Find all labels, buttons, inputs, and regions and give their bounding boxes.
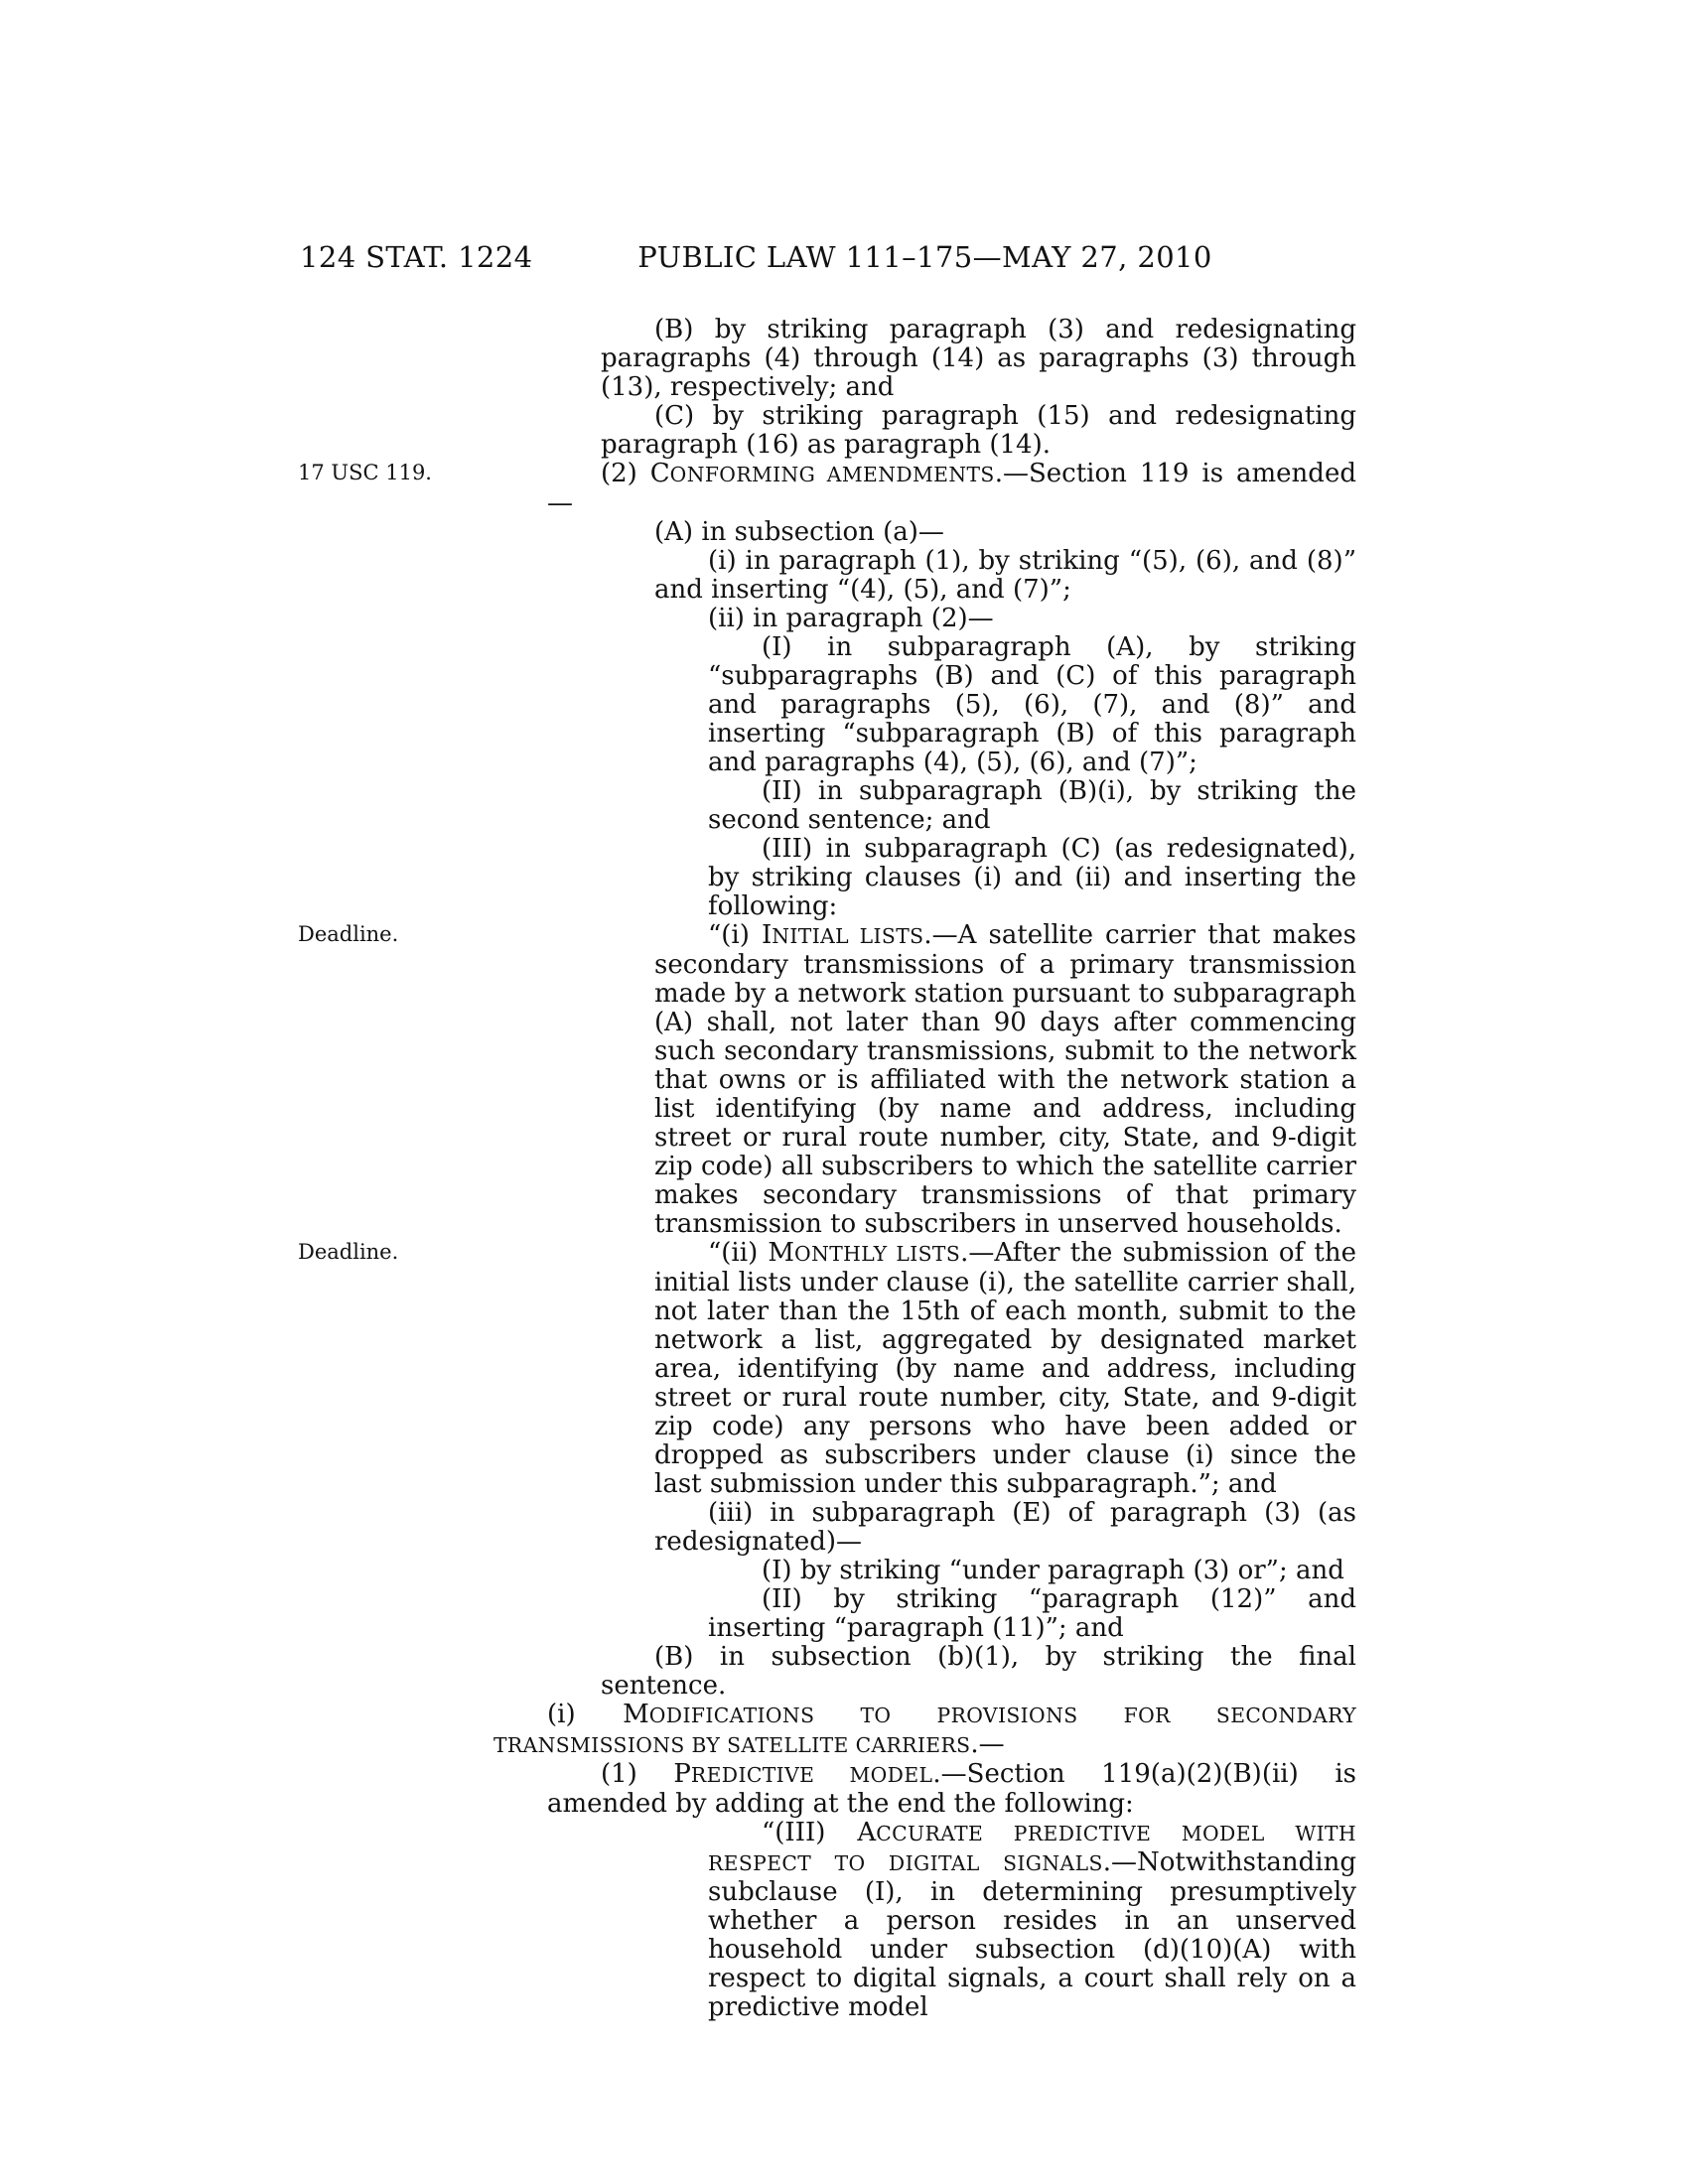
body-text: “(ii) M bbox=[708, 1238, 795, 1268]
body-text: (II) by striking “paragraph (12)” and inserting “paragraph (11)”; and bbox=[708, 1584, 1356, 1643]
body-text: (I) by striking “under paragraph (3) or”; and bbox=[762, 1556, 1344, 1585]
paragraph bbox=[654, 1239, 1356, 1499]
paragraph bbox=[708, 1557, 1356, 1585]
paragraph bbox=[708, 835, 1356, 921]
margin-notes-column bbox=[298, 316, 483, 2003]
body-text: “(i) I bbox=[708, 920, 773, 950]
margin-note: Deadline. bbox=[298, 1240, 399, 1264]
paragraph bbox=[708, 1585, 1356, 1643]
paragraph bbox=[601, 1643, 1356, 1701]
paragraph bbox=[547, 460, 1356, 518]
body-text: (ii) in paragraph (2)— bbox=[708, 604, 994, 633]
body-text: (C) by striking paragraph (15) and redesignating paragraph (16) as paragraph (14). bbox=[601, 401, 1356, 460]
body-paragraphs bbox=[493, 316, 1356, 2022]
paragraph bbox=[654, 605, 1356, 633]
body-text: (I) in subparagraph (A), by striking “subparagraphs (B) and (C) of this paragraph and paragraphs (5), (6), (7), and (8)” and inserting “subparagraph (B) of this paragraph and paragraphs (4), (5), (6), and (7)”; bbox=[708, 632, 1356, 777]
small-caps-text: ONFORMING AMENDMENTS bbox=[669, 463, 995, 486]
paragraph bbox=[601, 316, 1356, 402]
small-caps-text: ONTHLY LISTS bbox=[794, 1242, 961, 1266]
body-text: (III) in subparagraph (C) (as redesignated), by striking clauses (i) and (ii) and inserting the following: bbox=[708, 834, 1356, 921]
margin-note: Deadline. bbox=[298, 922, 399, 946]
paragraph bbox=[654, 547, 1356, 605]
body-text: (2) C bbox=[601, 459, 670, 488]
body-text: .—After the submission of the initial lists under clause (i), the satellite carrier shall, not later than the 15th of each month, submit to the network a list, aggregated by designated market area, identifying (by name and address, including street or rural route number, city, State, and 9-digit zip code) any persons who have been added or dropped as subscribers under clause (i) since the last submission under this subparagraph.”; and bbox=[654, 1238, 1356, 1499]
paragraph bbox=[654, 1499, 1356, 1557]
paragraph bbox=[601, 402, 1356, 460]
body-text: (B) by striking paragraph (3) and redesignating paragraphs (4) through (14) as paragraphs (3) through (13), respectively; and bbox=[601, 315, 1356, 402]
body-text: .— bbox=[970, 1729, 1005, 1759]
small-caps-text: REDICTIVE MODEL bbox=[690, 1763, 933, 1787]
body-text: (i) in paragraph (1), by striking “(5), (6), and (8)” and inserting “(4), (5), and (7)”; bbox=[654, 546, 1356, 605]
body-text: (A) in subsection (a)— bbox=[654, 517, 944, 547]
paragraph bbox=[708, 777, 1356, 835]
small-caps-text: NITIAL LISTS bbox=[772, 924, 924, 948]
small-caps-text: ODIFICATIONS TO PROVISIONS FOR SECONDARY TRANSMISSIONS BY SATELLITE CARRIERS bbox=[493, 1704, 1356, 1757]
page-number-stat: 124 STAT. 1224 bbox=[300, 240, 533, 274]
paragraph bbox=[708, 633, 1356, 777]
body-text: .—Section 119(a)(2)(B)(ii) is amended by adding at the end the following: bbox=[547, 1759, 1356, 1819]
small-caps-text: CCURATE PREDICTIVE MODEL WITH RESPECT TO DIGITAL SIGNALS bbox=[708, 1822, 1356, 1875]
body-text: “(III) A bbox=[762, 1818, 877, 1847]
running-head-law-title: PUBLIC LAW 111–175—MAY 27, 2010 bbox=[637, 240, 1212, 274]
body-text: (B) in subsection (b)(1), by striking the final sentence. bbox=[601, 1642, 1356, 1701]
body-text: (II) in subparagraph (B)(i), by striking the second sentence; and bbox=[708, 776, 1356, 835]
body-text: (i) M bbox=[547, 1700, 649, 1729]
paragraph bbox=[547, 1760, 1356, 1819]
paragraph bbox=[708, 1819, 1356, 2022]
margin-note: 17 USC 119. bbox=[298, 461, 432, 484]
body-text: .—Section 119 is amended— bbox=[547, 459, 1356, 518]
body-text: .—A satellite carrier that makes secondary transmissions of a primary transmission made by a network station pursuant to subparagraph (A) shall, not later than 90 days after commencing such secondary transmissions, submit to the network that owns or is affiliated with the network station a list identifying (by name and address, including street or rural route number, city, State, and 9-digit zip code) all subscribers to which the satellite carrier makes secondary transmissions of that primary transmission to subscribers in unserved households. bbox=[654, 920, 1356, 1239]
body-text: (iii) in subparagraph (E) of paragraph (3) (as redesignated)— bbox=[654, 1498, 1356, 1557]
paragraph bbox=[654, 921, 1356, 1239]
body-text: (1) P bbox=[601, 1759, 691, 1789]
body-text: .—Notwithstanding subclause (I), in determining presumptively whether a person resides in an unserved household under subsection (d)(10)(A) with respect to digital signals, a court shall rely on a predictive model bbox=[708, 1847, 1356, 2022]
paragraph bbox=[493, 1701, 1356, 1760]
paragraph bbox=[601, 518, 1356, 547]
